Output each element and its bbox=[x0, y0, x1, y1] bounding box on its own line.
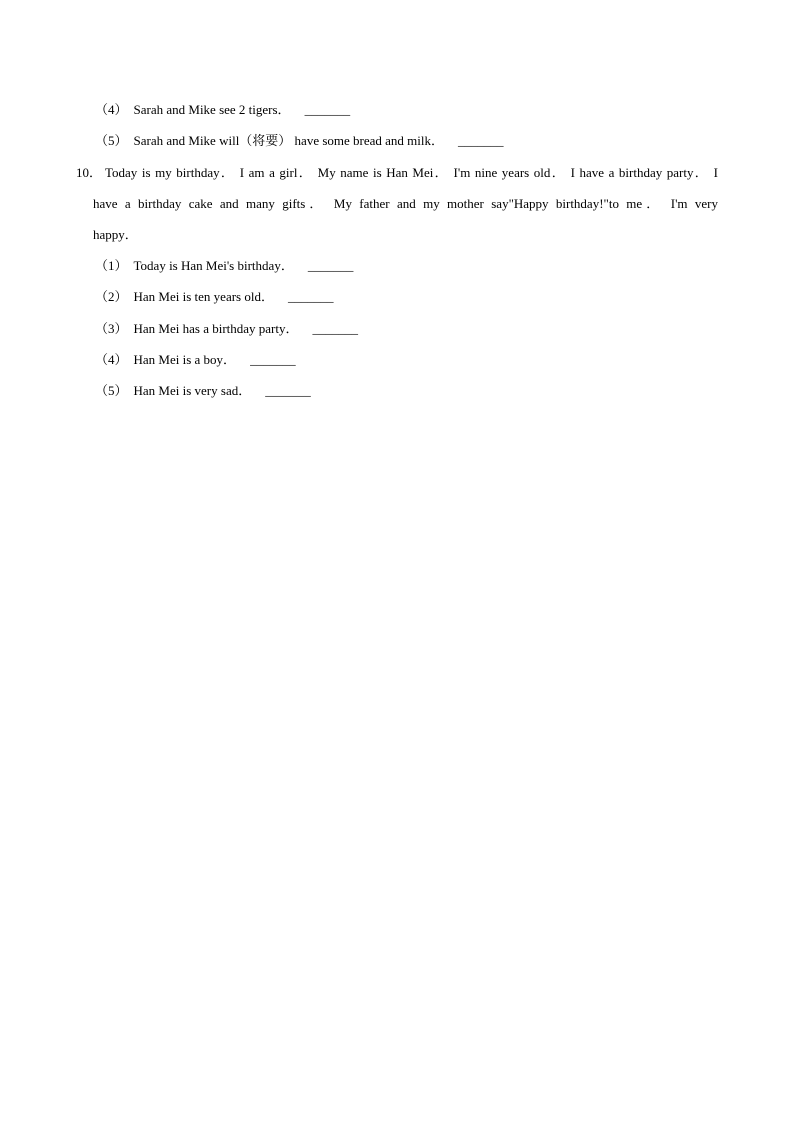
sub-item-text: Han Mei is very sad． bbox=[133, 383, 252, 398]
answer-blank[interactable]: _______ bbox=[312, 321, 358, 336]
sub-item-text: Today is Han Mei's birthday． bbox=[133, 258, 294, 273]
passage-line-2: have a birthday cake and many gifts． My father and my mother say"Happy birthday!"to me． I'm very bbox=[93, 196, 718, 211]
sub-item-number: （5） bbox=[95, 383, 128, 398]
answer-blank[interactable]: _______ bbox=[287, 289, 334, 304]
q10-sub-item-4 bbox=[95, 351, 296, 369]
sub-item-number: （5） bbox=[95, 133, 128, 148]
answer-blank[interactable]: _______ bbox=[458, 133, 504, 148]
sub-item-text: Han Mei is ten years old． bbox=[133, 289, 274, 304]
q10-sub-item-5 bbox=[95, 382, 311, 400]
question-number: 10． bbox=[76, 165, 103, 180]
sub-item-text: Han Mei is a boy． bbox=[133, 352, 237, 367]
q10-sub-item-3 bbox=[95, 320, 358, 338]
sub-item-number: （2） bbox=[95, 289, 128, 304]
sub-item-text: Sarah and Mike see 2 tigers． bbox=[133, 102, 291, 117]
answer-blank[interactable]: _______ bbox=[265, 383, 311, 398]
passage-line-1: Today is my birthday． I am a girl． My name is Han Mei． I'm nine years old． I have a birthday party． I bbox=[105, 165, 718, 180]
passage-line-3: happy． bbox=[93, 227, 138, 242]
sub-item-number: （1） bbox=[95, 258, 128, 273]
q10-sub-item-2 bbox=[95, 288, 333, 306]
q9-sub-item-4 bbox=[95, 101, 350, 119]
q9-sub-item-5 bbox=[95, 132, 504, 150]
sub-item-number: （4） bbox=[95, 352, 128, 367]
q10-sub-item-1 bbox=[95, 257, 353, 275]
answer-blank[interactable]: _______ bbox=[307, 258, 354, 273]
sub-item-number: （3） bbox=[95, 321, 128, 336]
answer-blank[interactable]: _______ bbox=[304, 102, 351, 117]
answer-blank[interactable]: _______ bbox=[250, 352, 296, 367]
sub-item-number: （4） bbox=[95, 102, 128, 117]
sub-item-text: Han Mei has a birthday party． bbox=[133, 321, 299, 336]
sub-item-text: Sarah and Mike will（将要） have some bread and milk． bbox=[133, 133, 445, 148]
